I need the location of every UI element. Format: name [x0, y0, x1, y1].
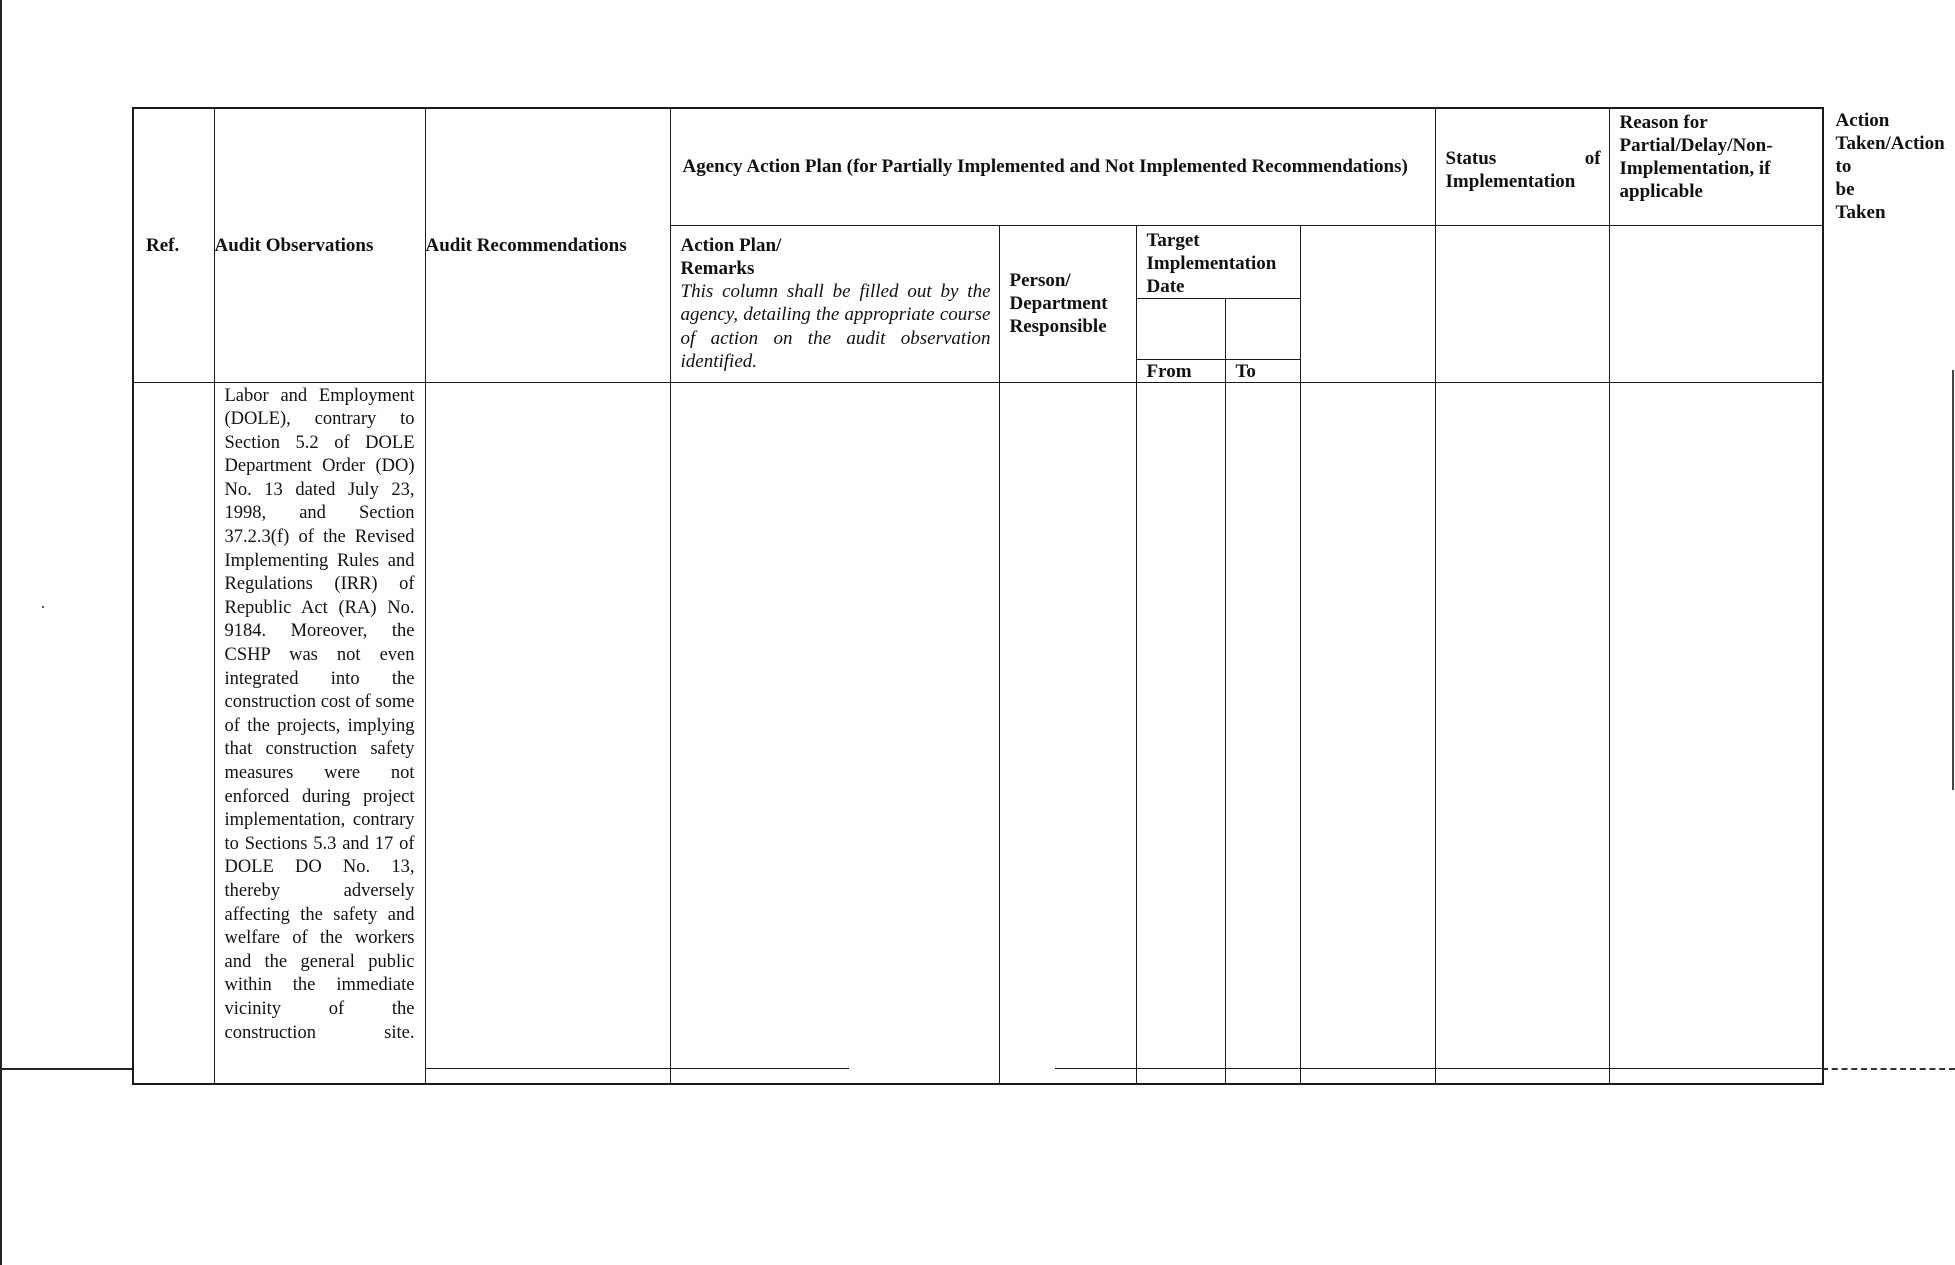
header-target-implementation-date: Target Implementation Date	[1136, 225, 1300, 298]
scan-line-left	[0, 1068, 132, 1070]
scan-edge-left	[0, 0, 2, 1265]
header-to-label: To	[1235, 360, 1256, 382]
header-action-blank	[1609, 225, 1823, 382]
header-status-blank	[1300, 225, 1435, 382]
cell-action-plan	[670, 382, 999, 1084]
header-reason: Reason for Partial/Delay/Non-Implementation, if applicable	[1609, 108, 1823, 225]
header-to	[1225, 298, 1300, 382]
cell-action-taken	[1609, 382, 1823, 1084]
scan-speck	[42, 606, 44, 608]
row-underline	[1137, 1068, 1225, 1069]
cell-reason	[1435, 382, 1609, 1084]
header-audit-observations: Audit Observations	[214, 108, 425, 382]
row-underline	[1301, 1068, 1435, 1069]
header-status-text: Status of Implementation	[1445, 147, 1601, 192]
header-audit-recommendations: Audit Recommendations	[425, 108, 670, 382]
row-underline	[1436, 1068, 1609, 1069]
observation-text: Labor and Employment (DOLE), contrary to Section 5.2 of DOLE Department Order (DO) No. 13 dated July 23, 1998, and Section 37.2.3(f) of the Revised Implementing Rules and Regulations (IRR) of Republic Act (RA) No. 9184. Moreover, the CSHP was not even integrated into the construction cost of some of the projects, implying that construction safety measures were not enforced during project implementation, contrary to Sections 5.3 and 17 of DOLE DO No. 13, thereby adversely affecting the safety and welfare of the workers and the general public within the immediate vicinity of the construction site.	[224, 385, 415, 1043]
header-from	[1136, 298, 1225, 382]
header-status-of-implementation	[1435, 108, 1609, 225]
cell-audit-recommendation	[425, 382, 670, 1084]
header-action-plan-note: This column shall be filled out by the agency, detailing the appropriate course of action on the audit observation identified.	[680, 280, 991, 372]
header-from-spacer	[1137, 299, 1225, 360]
cell-from	[1136, 382, 1225, 1084]
cell-ref	[133, 382, 214, 1084]
header-ref: Ref.	[133, 108, 214, 382]
cell-status	[1300, 382, 1435, 1084]
row-underline	[1226, 1068, 1300, 1069]
scan-line-right	[1822, 1068, 1955, 1070]
header-from-label: From	[1146, 360, 1192, 382]
row-underline	[671, 1068, 849, 1069]
cell-to	[1225, 382, 1300, 1084]
header-person-responsible: Person/ Department Responsible	[999, 225, 1136, 382]
row-underline	[1610, 1068, 1823, 1069]
header-reason-blank	[1435, 225, 1609, 382]
row-underline	[426, 1068, 670, 1069]
audit-action-plan-table: Ref. Audit Observations Audit Recommendations Agency Action Plan (for Partially Implemented and Not Implemented Recommendations) Status of Implementation Reason for Partial/Delay/Non-Implementation, if applicable Action Taken/Action to be Taken Action Plan/ Remarks This column shall be filled out by the agency, detailing the appropriate course of action on the audit observation identified. Person/ Department Responsible Target Implementation Date From To Labor and Employment (DOLE), contrary to Section 5.2 of DOLE Department Order (DO) No. 13 dated July 23, 1998, and Section 37.2.3(f) of the Revised Implementing Rules and Regulations (IRR) of Republic Act (RA) No. 9184. Moreover, the CSHP was not even integrated into the construction cost of some of the projects, implying that construction safety measures were not enforced during project implementation, contrary to Sections 5.3 and 17 of DOLE DO No. 13, thereby adversely affecting the safety and welfare of the workers and the general public within the immediate vicinity of the construction site.	[132, 107, 1824, 1085]
cell-audit-observation	[214, 382, 425, 1084]
row-underline	[1055, 1068, 1136, 1069]
header-remarks: Remarks	[680, 257, 755, 279]
cell-person-responsible	[999, 382, 1136, 1084]
scan-edge-right	[1952, 370, 1954, 790]
header-action-plan-title: Action Plan/	[680, 234, 782, 256]
table-row	[133, 382, 1823, 1084]
header-to-spacer	[1226, 299, 1300, 360]
header-action-plan-remarks	[670, 225, 999, 382]
header-agency-action-plan: Agency Action Plan (for Partially Implemented and Not Implemented Recommendations)	[670, 108, 1435, 225]
